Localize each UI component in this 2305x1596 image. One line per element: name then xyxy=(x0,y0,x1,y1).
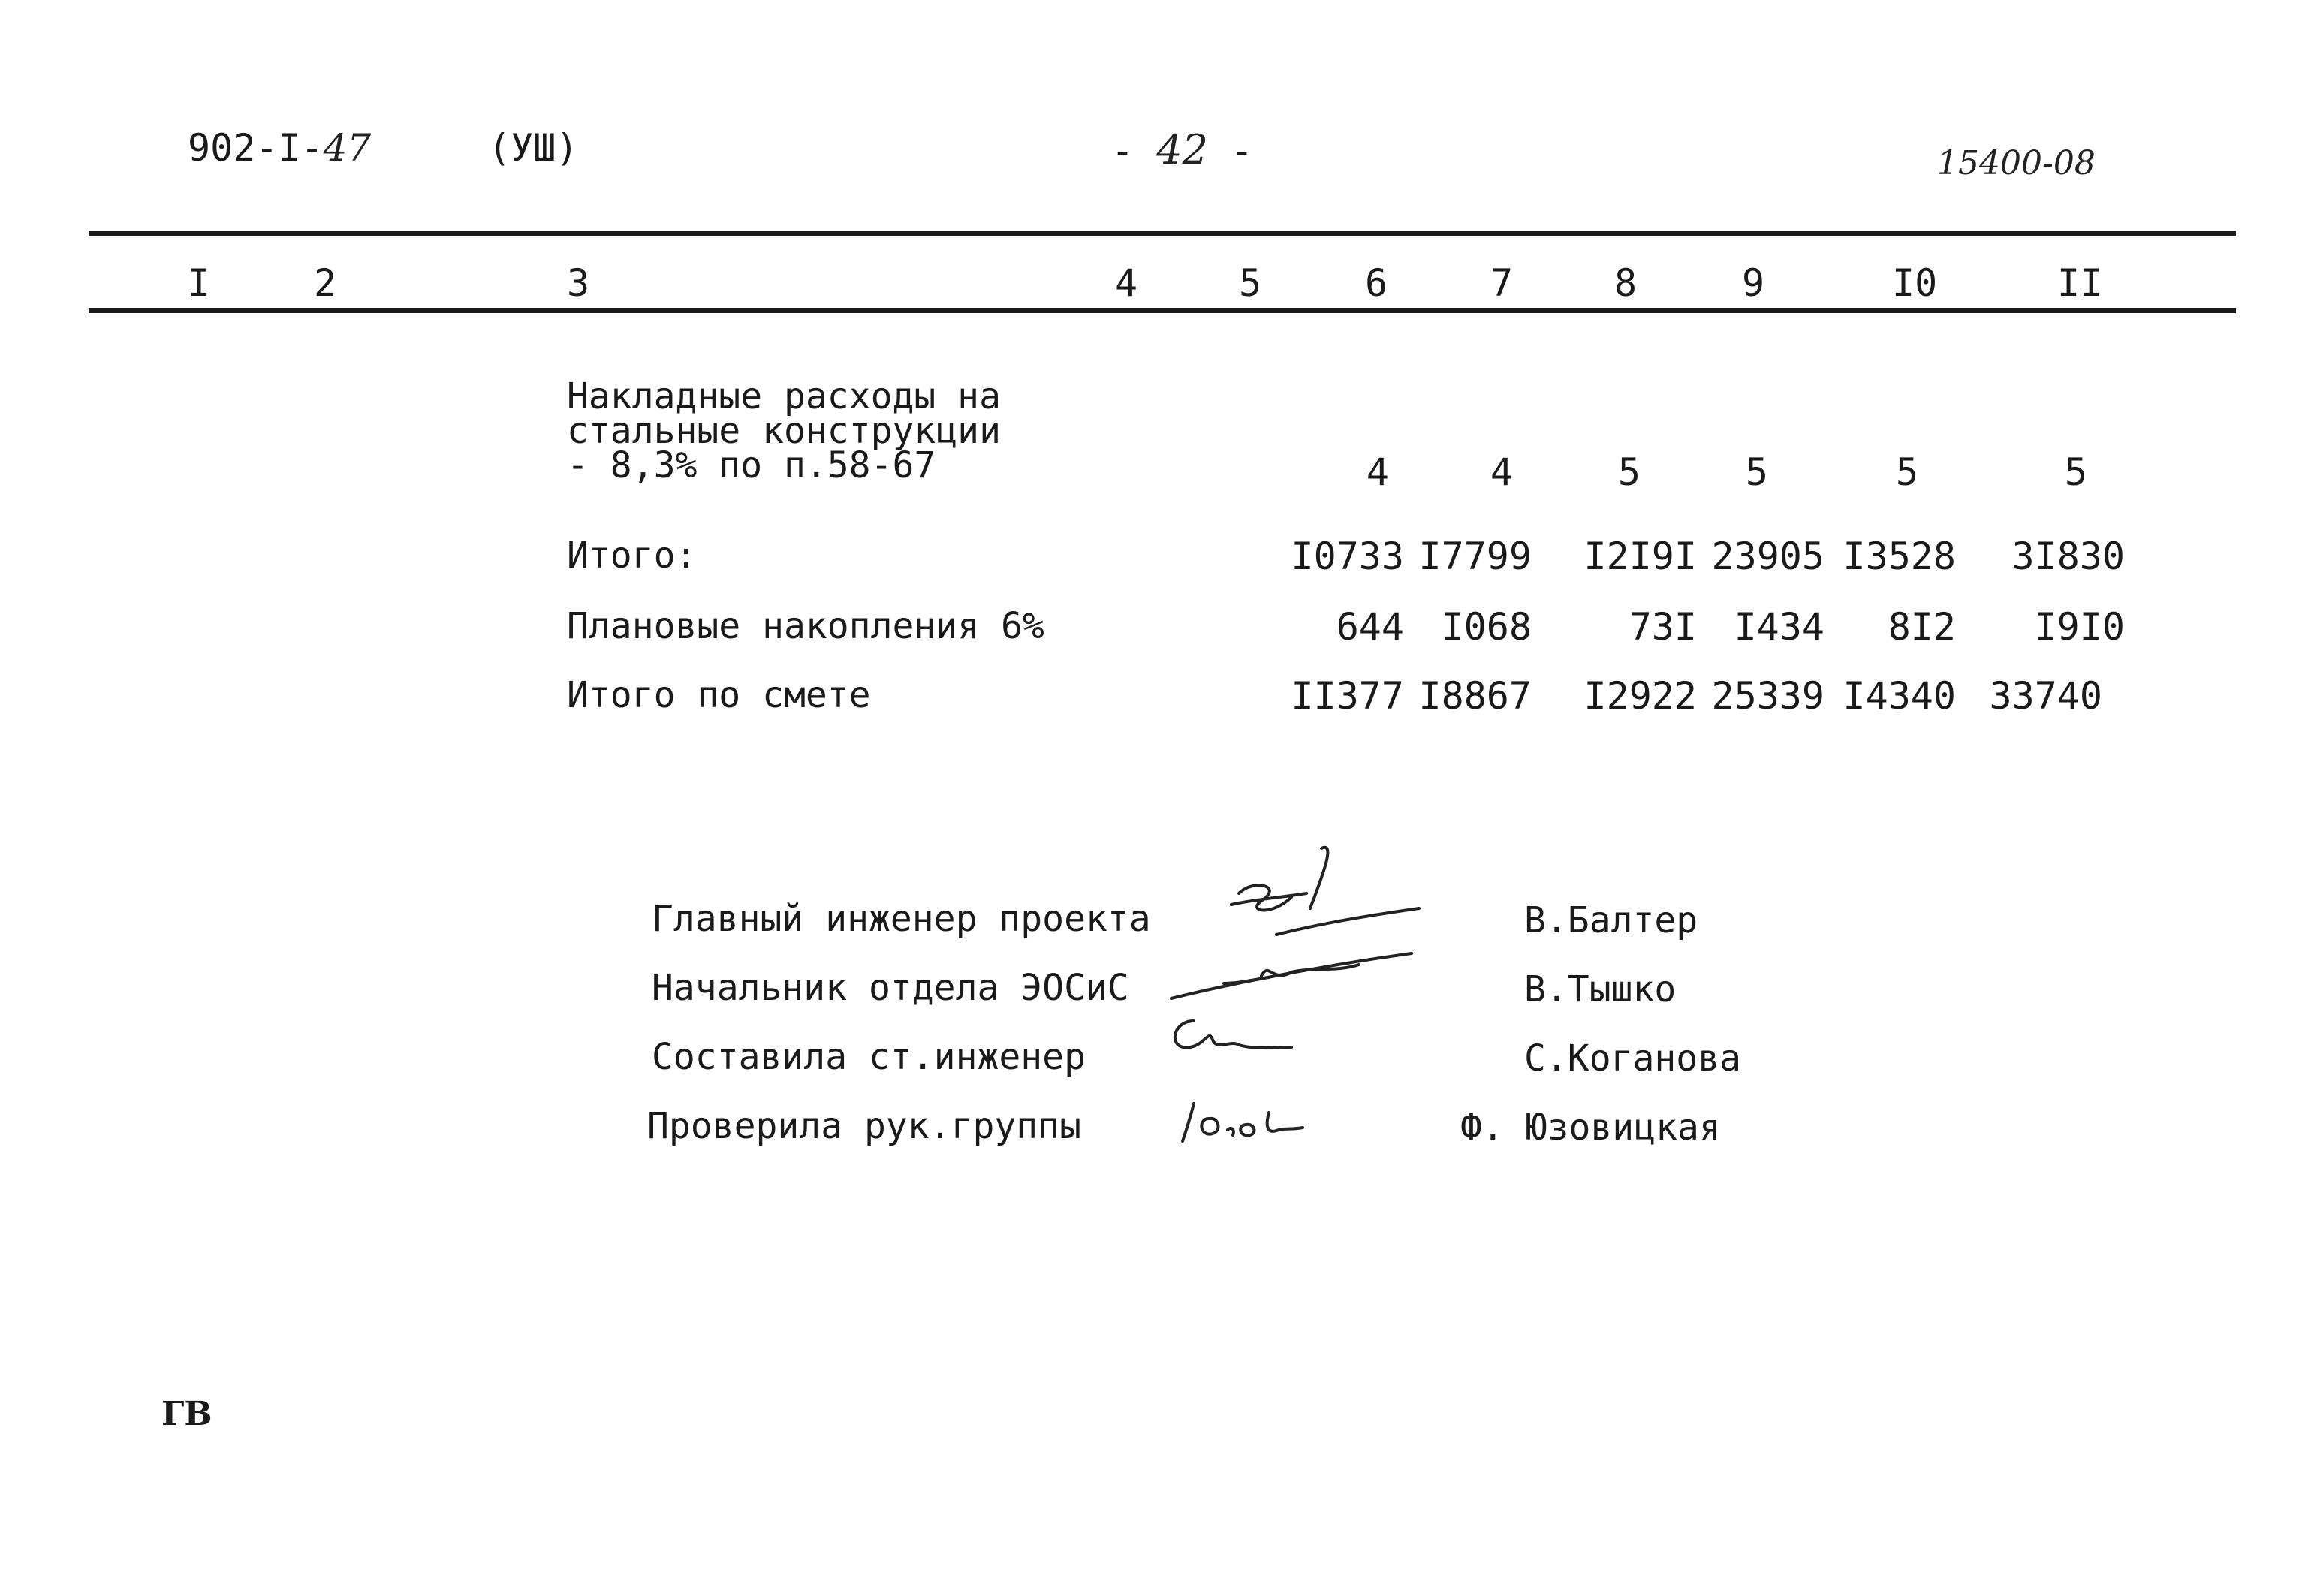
row-label-line: - 8,3% по п.58-67 xyxy=(567,444,936,486)
signature-stroke xyxy=(1228,1128,1234,1135)
signatory-name: В.Тышко xyxy=(1524,968,1677,1010)
signatory-name: Ф. Юзовицкая xyxy=(1460,1107,1721,1149)
doc-code xyxy=(188,126,371,170)
cell-value: I3528 xyxy=(1842,535,1956,578)
cell-value: 5 xyxy=(2064,450,2087,494)
signature-stroke xyxy=(1310,848,1327,908)
cell-value: I4340 xyxy=(1842,674,1956,718)
cell-value: I7799 xyxy=(1418,535,1532,578)
row-label-line: Накладные расходы на xyxy=(567,375,1001,417)
cell-value: I8867 xyxy=(1418,674,1532,718)
header-rule xyxy=(89,308,2236,313)
signatory-title: Составила ст.инженер xyxy=(652,1036,1086,1078)
cell-value: 644 xyxy=(1336,605,1404,649)
row-label xyxy=(567,375,1001,486)
row-label: Плановые накопления 6% xyxy=(567,605,1044,647)
signatory-title: Проверила рук.группы xyxy=(647,1105,1081,1147)
doc-code-printed: 902-I- xyxy=(188,126,324,170)
row-label: Итого по смете xyxy=(567,674,871,716)
signature-stroke xyxy=(1276,908,1419,935)
footer-mark: ГВ xyxy=(161,1395,212,1433)
cell-value: 5 xyxy=(1745,450,1768,494)
signature-stroke xyxy=(1224,977,1269,983)
archive-number: 15400-08 xyxy=(1937,144,2096,182)
cell-value: I9I0 xyxy=(2034,605,2125,649)
column-number: 4 xyxy=(1115,261,1138,305)
cell-value: I2I9I xyxy=(1583,535,1697,578)
cell-value: I2922 xyxy=(1583,674,1697,718)
cell-value: 5 xyxy=(1895,450,1918,494)
signatory-name: С.Коганова xyxy=(1524,1037,1741,1080)
cell-value: 5 xyxy=(1617,450,1641,494)
cell-value: 3I830 xyxy=(2011,535,2125,578)
column-number: 8 xyxy=(1614,261,1638,305)
signatory-name: В.Балтер xyxy=(1524,899,1698,941)
cell-value: 23905 xyxy=(1711,535,1824,578)
cell-value: 25339 xyxy=(1711,674,1824,718)
handwritten-signatures xyxy=(1141,833,1457,1179)
row-label: Итого: xyxy=(567,535,698,577)
signature-stroke xyxy=(1267,1113,1303,1131)
signatory-title: Главный инженер проекта xyxy=(652,898,1151,940)
top-rule xyxy=(89,231,2236,236)
column-number: 3 xyxy=(567,261,590,305)
signatory-title: Начальник отдела ЭОСиС xyxy=(652,967,1129,1009)
section-mark: (УШ) xyxy=(488,126,579,170)
column-number: 9 xyxy=(1742,261,1765,305)
row-label-line: стальные конструкции xyxy=(567,410,1001,452)
page-number: - 42 - xyxy=(1111,126,1254,173)
cell-value: II377 xyxy=(1291,674,1404,718)
cell-value: 73I xyxy=(1629,605,1697,649)
signature-stroke xyxy=(1171,953,1412,998)
column-number: II xyxy=(2057,261,2103,305)
signature-stroke xyxy=(1183,1104,1194,1141)
doc-code-handwritten: 47 xyxy=(323,126,372,170)
column-number: 5 xyxy=(1239,261,1262,305)
column-number: 2 xyxy=(314,261,337,305)
signature-stroke xyxy=(1261,965,1359,976)
cell-value: 8I2 xyxy=(1888,605,1956,649)
cell-value: I434 xyxy=(1734,605,1824,649)
column-number: 7 xyxy=(1490,261,1514,305)
signature-stroke xyxy=(1201,1119,1218,1134)
cell-value: 4 xyxy=(1490,450,1513,494)
column-number: I0 xyxy=(1892,261,1938,305)
column-number: 6 xyxy=(1365,261,1388,305)
cell-value: I0733 xyxy=(1291,535,1404,578)
page-number-handwritten: 42 xyxy=(1156,126,1208,173)
signature-stroke xyxy=(1240,1125,1254,1136)
signature-stroke xyxy=(1175,1021,1291,1048)
cell-value: I068 xyxy=(1441,605,1532,649)
column-number: I xyxy=(188,261,211,305)
cell-value: 4 xyxy=(1366,450,1389,494)
cell-value: 33740 xyxy=(1989,674,2102,718)
